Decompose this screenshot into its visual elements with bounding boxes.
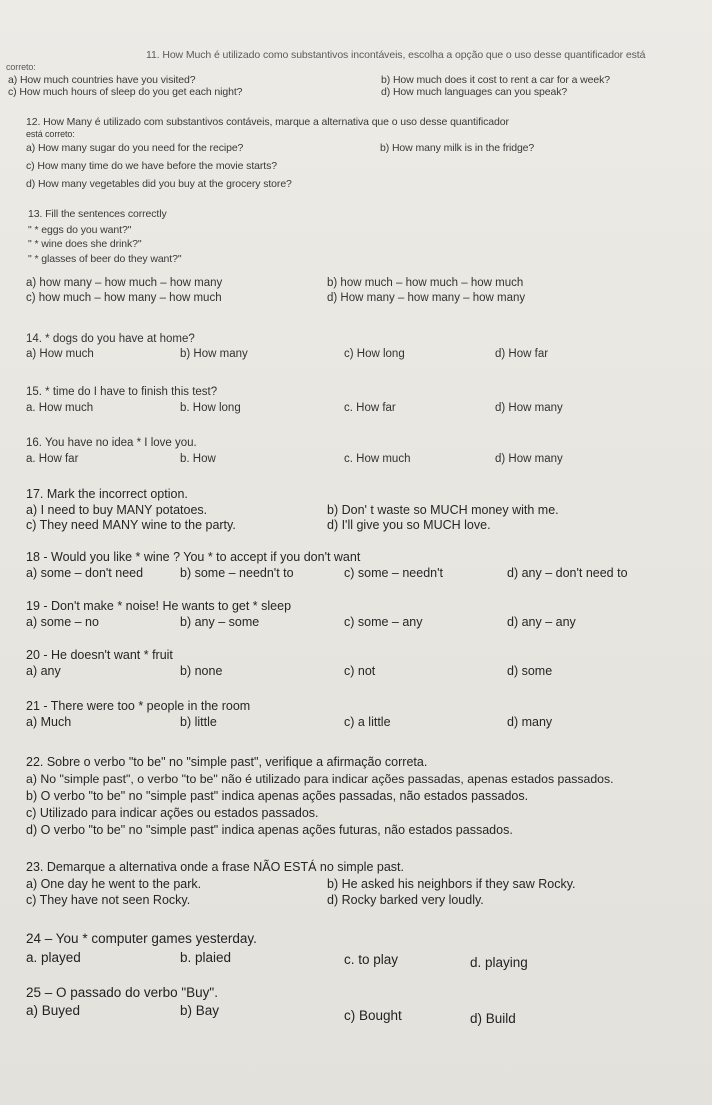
q20-option-d: d) some <box>507 664 553 678</box>
q22-header: 22. Sobre o verbo "to be" no "simple past", verifique a afirmação correta. <box>26 755 428 769</box>
q16-option-b: b. How <box>180 453 216 465</box>
q23-option-c: c) They have not seen Rocky. <box>26 893 191 907</box>
q13-line-2: " * wine does she drink?" <box>28 238 142 250</box>
q14-option-d: d) How far <box>495 348 549 360</box>
q25-header: 25 – O passado do verbo "Buy". <box>26 985 218 1000</box>
q13-option-c: c) how much – how many – how much <box>26 292 222 304</box>
q19-header: 19 - Don't make * noise! He wants to get * sleep <box>26 599 292 613</box>
q11-option-a: a) How much countries have you visited? <box>8 74 196 86</box>
q25-option-d: d) Build <box>470 1011 516 1026</box>
q11-option-c: c) How much hours of sleep do you get each night? <box>8 86 243 98</box>
q18-option-c: c) some – needn't <box>344 566 443 580</box>
q23-header: 23. Demarque a alternativa onde a frase NÃO ESTÁ no simple past. <box>26 860 404 874</box>
q12-option-a: a) How many sugar do you need for the recipe? <box>26 142 244 154</box>
q15-option-a: a. How much <box>26 402 94 414</box>
q20-option-a: a) any <box>26 664 61 678</box>
q18-option-d: d) any – don't need to <box>507 566 628 580</box>
q13-option-a: a) how many – how much – how many <box>26 277 223 289</box>
q15-option-b: b. How long <box>180 402 241 414</box>
q23-option-a: a) One day he went to the park. <box>26 877 202 891</box>
q16-header: 16. You have no idea * I love you. <box>26 437 197 449</box>
q24-option-c: c. to play <box>344 952 399 967</box>
q24-option-b: b. plaied <box>180 950 232 965</box>
q19-option-a: a) some – no <box>26 615 99 629</box>
q22-option-c: c) Utilizado para indicar ações ou estados passados. <box>26 806 319 820</box>
q21-option-d: d) many <box>507 715 553 729</box>
q12-option-c: c) How many time do we have before the movie starts? <box>26 160 277 172</box>
q19-option-d: d) any – any <box>507 615 576 629</box>
q25-option-b: b) Bay <box>180 1003 220 1018</box>
q17-option-a: a) I need to buy MANY potatoes. <box>26 503 208 517</box>
q24-option-a: a. played <box>26 950 81 965</box>
q13-option-d: d) How many – how many – how many <box>327 292 526 304</box>
q15-option-d: d) How many <box>495 402 563 414</box>
q14-option-a: a) How much <box>26 348 94 360</box>
q20-header: 20 - He doesn't want * fruit <box>26 648 173 662</box>
q16-option-d: d) How many <box>495 453 563 465</box>
q13-header: 13. Fill the sentences correctly <box>28 208 167 220</box>
q17-option-c: c) They need MANY wine to the party. <box>26 518 236 532</box>
q12-header-cont: está correto: <box>26 129 75 139</box>
q14-option-b: b) How many <box>180 348 248 360</box>
q12-header: 12. How Many é utilizado com substantivos contáveis, marque a alternativa que o uso desse quantificador <box>26 116 509 128</box>
q21-option-b: b) little <box>180 715 217 729</box>
q25-option-a: a) Buyed <box>26 1003 81 1018</box>
q12-option-d: d) How many vegetables did you buy at the grocery store? <box>26 178 292 190</box>
q20-option-b: b) none <box>180 664 223 678</box>
q13-line-3: " * glasses of beer do they want?" <box>28 253 182 265</box>
q12-option-b: b) How many milk is in the fridge? <box>380 142 535 154</box>
q20-option-c: c) not <box>344 664 376 678</box>
q22-option-b: b) O verbo "to be" no "simple past" indica apenas ações passadas, não estados passados. <box>26 789 529 803</box>
q21-header: 21 - There were too * people in the room <box>26 699 251 713</box>
q17-option-b: b) Don' t waste so MUCH money with me. <box>327 503 559 517</box>
q11-header-cont: correto: <box>6 62 36 72</box>
q23-option-b: b) He asked his neighbors if they saw Rocky. <box>327 877 576 891</box>
q21-option-a: a) Much <box>26 715 72 729</box>
q15-header: 15. * time do I have to finish this test? <box>26 386 218 398</box>
q15-option-c: c. How far <box>344 402 396 414</box>
q16-option-a: a. How far <box>26 453 79 465</box>
q18-header: 18 - Would you like * wine ? You * to accept if you don't want <box>26 550 361 564</box>
q11-header: 11. How Much é utilizado como substantivos incontáveis, escolha a opção que o uso desse quantificador está <box>146 49 646 61</box>
q14-header: 14. * dogs do you have at home? <box>26 333 195 345</box>
q19-option-b: b) any – some <box>180 615 260 629</box>
q25-option-c: c) Bought <box>344 1008 402 1023</box>
q16-option-c: c. How much <box>344 453 411 465</box>
q21-option-c: c) a little <box>344 715 391 729</box>
q22-option-d: d) O verbo "to be" no "simple past" indica apenas ações futuras, não estados passados. <box>26 823 513 837</box>
q18-option-b: b) some – needn't to <box>180 566 294 580</box>
q23-option-d: d) Rocky barked very loudly. <box>327 893 484 907</box>
q11-option-b: b) How much does it cost to rent a car for a week? <box>381 74 611 86</box>
q13-line-1: " * eggs do you want?" <box>28 224 132 236</box>
q11-option-d: d) How much languages can you speak? <box>381 86 568 98</box>
q24-option-d: d. playing <box>470 955 528 970</box>
q22-option-a: a) No "simple past", o verbo "to be" não é utilizado para indicar ações passadas, apenas estados passados. <box>26 772 614 786</box>
q19-option-c: c) some – any <box>344 615 423 629</box>
q24-header: 24 – You * computer games yesterday. <box>26 931 257 946</box>
q18-option-a: a) some – don't need <box>26 566 144 580</box>
q17-option-d: d) I'll give you so MUCH love. <box>327 518 491 532</box>
q17-header: 17. Mark the incorrect option. <box>26 487 188 501</box>
q14-option-c: c) How long <box>344 348 405 360</box>
q13-option-b: b) how much – how much – how much <box>327 277 524 289</box>
